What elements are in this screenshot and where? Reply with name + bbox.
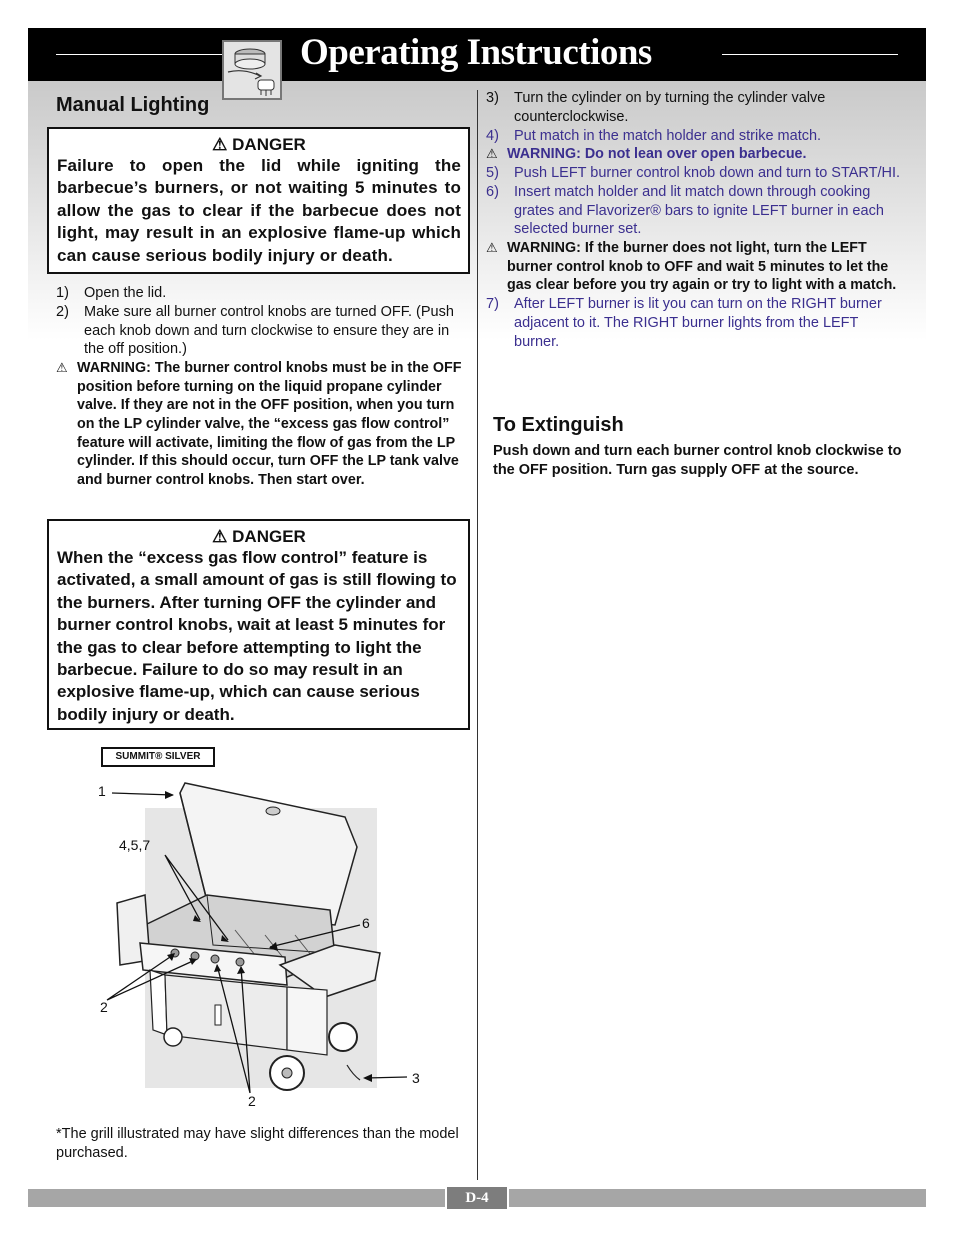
burner-knob-icon bbox=[222, 40, 282, 100]
danger-heading: ⚠ DANGER bbox=[212, 527, 306, 546]
header-rule-right bbox=[722, 54, 898, 55]
callout-1: 1 bbox=[98, 783, 106, 799]
warning-triangle-icon: ⚠ bbox=[486, 240, 498, 256]
callout-3: 3 bbox=[412, 1070, 420, 1086]
column-divider bbox=[477, 90, 478, 1180]
warning-do-not-lean: ⚠ WARNING: Do not lean over open barbecue. bbox=[486, 146, 807, 163]
model-badge: SUMMIT® SILVER bbox=[101, 747, 215, 767]
steps-list-right bbox=[486, 89, 902, 351]
danger-text: When the “excess gas flow control” feature is activated, a small amount of gas is still flowing to the burners. After turning OFF the cylinder and burner control knobs, wait at least 5 minutes for the gas to clear before attempting to light the barbecue. Failure to do so may result in an explosive flame-up, which can cause serious bodily injury or death. bbox=[57, 548, 457, 724]
warning-burner-not-light: ⚠ WARNING: If the burner does not light, turn the LEFT burner control knob to OFF and wait 5 minutes to let the gas clear before you try again or try to light with a match. bbox=[486, 240, 897, 294]
list-item: 6) Insert match holder and lit match down through cooking grates and Flavorizer® bars to ignite LEFT burner in each selected burner set. bbox=[486, 183, 884, 238]
list-item: 2) Make sure all burner control knobs are turned OFF. (Push each knob down and turn clockwise to ensure they are in the off position.) bbox=[56, 303, 454, 358]
footnote: *The grill illustrated may have slight differences than the model purchased. bbox=[56, 1126, 459, 1161]
grill-illustration bbox=[95, 775, 435, 1115]
header-rule-left bbox=[56, 54, 250, 55]
page-header bbox=[28, 28, 926, 81]
callout-6: 6 bbox=[362, 915, 370, 931]
page-title: Operating Instructions bbox=[300, 32, 652, 73]
section-title-manual-lighting: Manual Lighting bbox=[56, 94, 210, 116]
warning-triangle-icon: ⚠ bbox=[486, 146, 498, 162]
warning-knobs-off: ⚠ WARNING: The burner control knobs must be in the OFF position before turning on the liquid propane cylinder valve. If they are not in the OFF position, when you turn on the LP cylinder valve, the “excess gas flow control” feature will activate, limiting the flow of gas from the LP cylinder. If this should occur, turn OFF the LP tank valve and burner control knobs. Then start over. bbox=[56, 360, 462, 488]
section-title-extinguish: To Extinguish bbox=[493, 414, 624, 436]
danger-box-excess-gas bbox=[47, 519, 470, 730]
list-item: 3) Turn the cylinder on by turning the cylinder valve counterclockwise. bbox=[486, 90, 826, 125]
extinguish-text: Push down and turn each burner control knob clockwise to the OFF position. Turn gas supply OFF at the source. bbox=[493, 443, 902, 478]
list-item: 7) After LEFT burner is lit you can turn on the RIGHT burner adjacent to it. The RIGHT burner lights from the LEFT burner. bbox=[486, 295, 882, 350]
callout-4-5-7: 4,5,7 bbox=[119, 837, 151, 853]
danger-text: Failure to open the lid while igniting the barbecue’s burners, or not waiting 5 minutes to allow the gas to clear if the barbecue does not light, may result in an explosive flame-up which can cause serious bodily injury or death. bbox=[57, 156, 461, 265]
page-number: D-4 bbox=[445, 1187, 509, 1209]
warning-triangle-icon: ⚠ bbox=[56, 360, 68, 376]
list-item: 4) Put match in the match holder and strike match. bbox=[486, 127, 822, 144]
callout-2-left: 2 bbox=[100, 999, 108, 1015]
list-item: 5) Push LEFT burner control knob down and turn to START/HI. bbox=[486, 164, 901, 181]
danger-heading: ⚠ DANGER bbox=[212, 135, 306, 154]
callout-2-bottom: 2 bbox=[248, 1093, 256, 1109]
steps-list-left bbox=[56, 284, 464, 489]
danger-box-lid bbox=[47, 127, 470, 274]
list-item: 1) Open the lid. bbox=[56, 285, 167, 301]
